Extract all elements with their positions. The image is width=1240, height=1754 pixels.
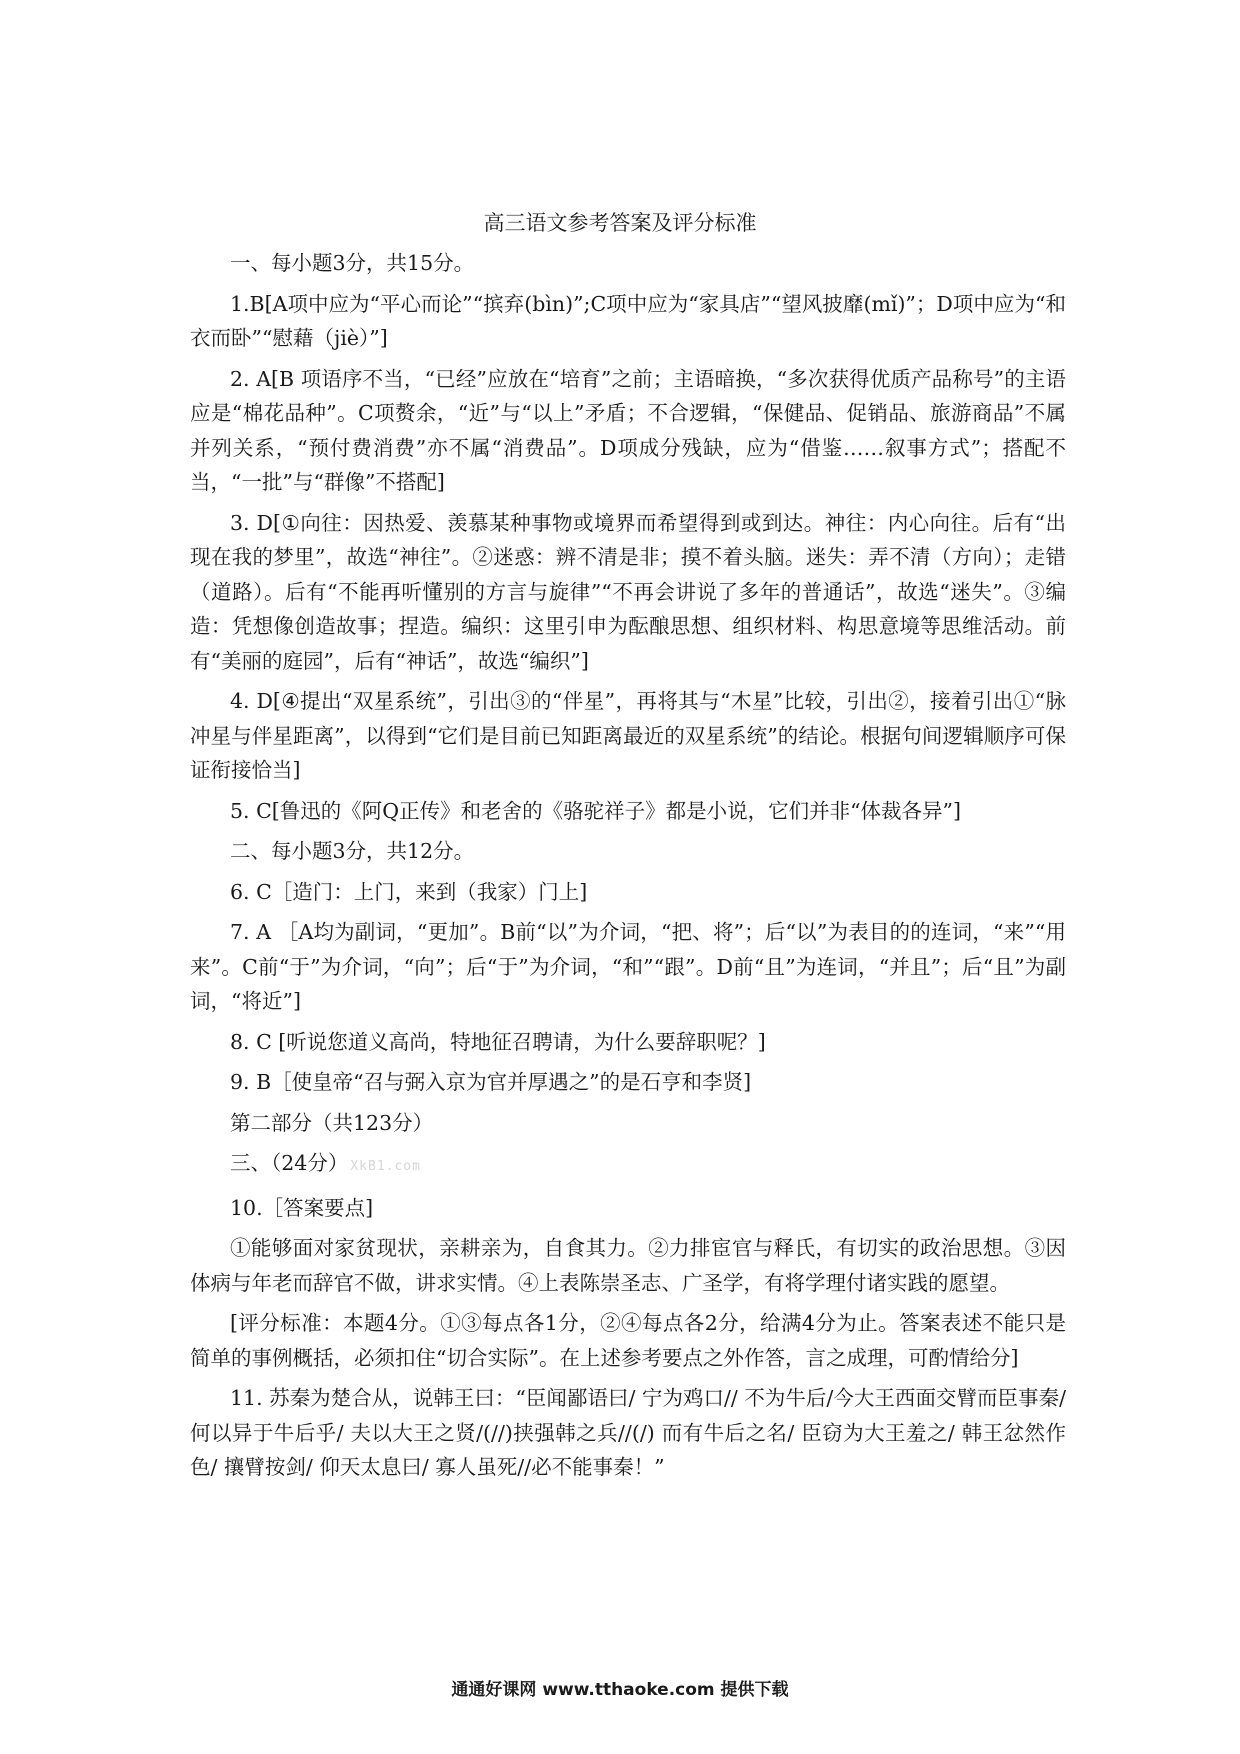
answer-8: 8. C [听说您道义高尚，特地征召聘请，为什么要辞职呢？] (230, 1029, 766, 1054)
answer-6: 6. C［造门：上门，来到（我家）门上] (230, 879, 588, 904)
part-two-heading: 第二部分（共123分） (230, 1110, 434, 1135)
answer-3: 3. D[①向往：因热爱、羡慕某种事物或境界而希望得到或到达。神往：内心向往。后有“出现在我的梦里”，故选“神往”。②迷惑：辨不清是非；摸不着头脑。迷失：弄不清（方向）；走错（道路）。后有“不能再听懂别的方言与旋律”“不再会讲说了多年的普通话”，故选“迷失”。③编造：凭想像创造故事；捏造。编织：这里引申为酝酿思想、组织材料、构思意境等思维活动。前有“美丽的庭园”，后有“神话”，故选“编织”] (190, 510, 1066, 673)
answer-11: 11. 苏秦为楚合从，说韩王曰：“臣闻鄙语曰/ 宁为鸡口// 不为牛后/今大王西面交臂而臣事秦/何以异于牛后乎/ 夫以大王之贤/(//)挟强韩之兵//(/) 而有牛后之名/ 臣窃为大王羞之/ 韩王忿然作色/ 攘臂按剑/ 仰天太息曰/ 寡人虽死//必不能事秦！” (190, 1386, 1066, 1479)
answer-10-heading: 10.［答案要点] (230, 1195, 374, 1220)
section-three-line (190, 1146, 1066, 1185)
answer-10-scoring: [评分标准：本题4分。①③每点各1分，②④每点各2分，给满4分为止。答案表述不能只是简单的事例概括，必须扣住“切合实际”。在上述参考要点之外作答，言之成理，可酌情给分] (190, 1311, 1066, 1370)
answer-7: 7. A ［A均为副词，“更加”。B前“以”为介词，“把、将”；后“以”为表目的的连词，“来”“用来”。C前“于”为介词，“向”；后“于”为介词，“和”“跟”。D前“且”为连词，“并且”；后“且”为副词，“将近”] (190, 920, 1066, 1013)
section-one-heading: 一、每小题3分，共15分。 (230, 251, 475, 275)
footer-source: 通通好课网 www.tthaoke.com 提供下载 (451, 1680, 789, 1700)
watermark-text: XkB1.com (350, 1159, 421, 1174)
section-two-heading: 二、每小题3分，共12分。 (230, 839, 475, 863)
document-title: 高三语文参考答案及评分标准 (483, 211, 757, 235)
section-three-heading: 三、（24分） (230, 1151, 349, 1175)
answer-10-points: ①能够面对家贫现状，亲耕亲为，自食其力。②力排宦官与释氏，有切实的政治思想。③因体病与年老而辞官不做，讲求实情。④上表陈崇圣志、广圣学，有将学理付诸实践的愿望。 (190, 1236, 1066, 1295)
answer-2: 2. A[B 项语序不当，“已经”应放在“培育”之前；主语暗换，“多次获得优质产品称号”的主语应是“棉花品种”。C项赘余，“近”与“以上”矛盾；不合逻辑，“保健品、促销品、旅游商品”不属并列关系，“预付费消费”亦不属“消费品”。D项成分残缺，应为“借鉴……叙事方式”；搭配不当，“一批”与“群像”不搭配] (190, 366, 1066, 494)
answer-content (190, 246, 1066, 1485)
answer-9: 9. B［使皇帝“召与弼入京为官并厚遇之”的是石亨和李贤] (230, 1070, 752, 1094)
answer-5: 5. C[鲁迅的《阿Q正传》和老舍的《骆驼祥子》都是小说，它们并非“体裁各异”] (230, 798, 962, 823)
answer-1: 1.B[A项中应为“平心而论”“摈弃(bìn)”;C项中应为“家具店”“望风披靡(mǐ)”；D项中应为“和衣而卧”“慰藉（jiè）”] (190, 291, 1066, 350)
answer-4: 4. D[④提出“双星系统”，引出③的“伴星”，再将其与“木星”比较，引出②，接着引出①“脉冲星与伴星距离”，以得到“它们是目前已知距离最近的双星系统”的结论。根据句间逻辑顺序可保证衔接恰当] (190, 689, 1066, 782)
